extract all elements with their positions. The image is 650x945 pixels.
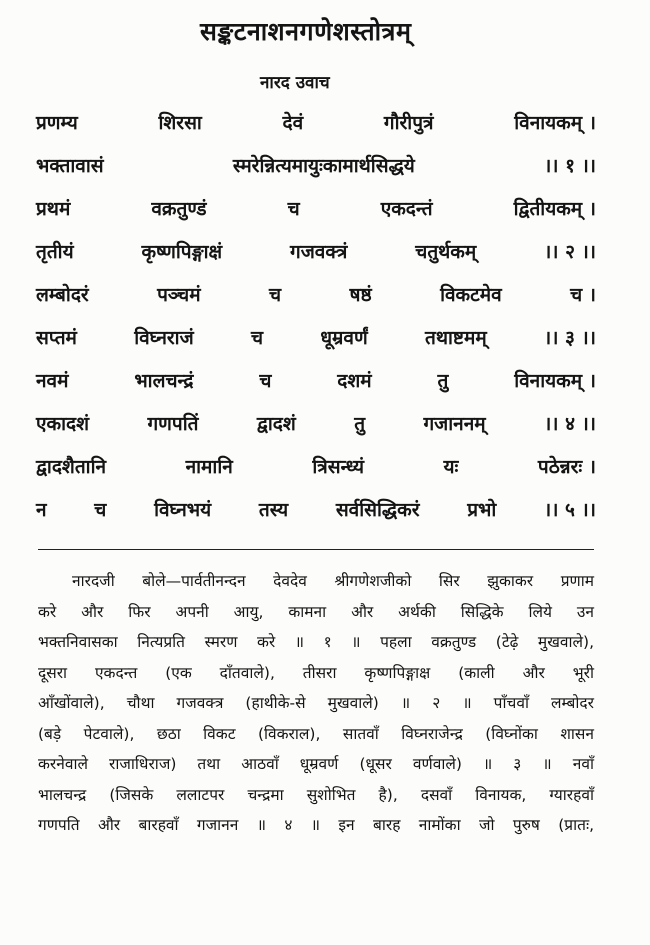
speaker-heading: नारद उवाच <box>260 73 330 93</box>
section-divider <box>38 549 594 550</box>
verse-line <box>36 401 596 444</box>
verse-word: सर्वसिद्धिकरं <box>335 498 420 521</box>
verse-line <box>36 100 596 143</box>
verse-line <box>36 229 596 272</box>
translation-line: नारदजी बोले—पार्वतीनन्दन देवदेव श्रीगणेशजीको सिर झुकाकर प्रणाम <box>72 572 594 590</box>
verse-word: भालचन्द्रं <box>134 369 194 392</box>
verse-word: गौरीपुत्रं <box>383 111 434 134</box>
verse-line <box>36 444 596 487</box>
verse-word: विघ्नभयं <box>154 498 212 521</box>
verse-word: विनायकम् । <box>514 111 596 134</box>
verse-word: पञ्चमं <box>157 283 201 306</box>
verse-word: ।। ४ ।। <box>544 412 596 435</box>
verse-word: ।। २ ।। <box>544 240 596 263</box>
verse-word: सप्तमं <box>36 326 77 349</box>
verse-word: कृष्णपिङ्गाक्षं <box>141 240 223 263</box>
translation-line: दूसरा एकदन्त (एक दाँतवाले), तीसरा कृष्णपिङ्गाक्ष (काली और भूरी <box>38 663 594 682</box>
verse-word: ।। १ ।। <box>544 154 596 177</box>
verse-word: स्मरेन्नित्यमायुःकामार्थसिद्धये <box>232 154 415 177</box>
translation-line: भक्तनिवासका नित्यप्रति स्मरण करे ॥ १ ॥ पहला वक्रतुण्ड (टेढ़े मुखवाले), <box>38 633 594 651</box>
verse-word: प्रभो <box>467 498 497 521</box>
verse-word: चतुर्थकम् <box>415 240 477 263</box>
verse-word: एकादशं <box>36 412 90 435</box>
verse-word: न <box>36 498 47 521</box>
verse-word: षष्ठं <box>349 283 372 306</box>
verse-word: लम्बोदरं <box>36 283 89 306</box>
verse-word: वक्रतुण्डं <box>151 197 207 220</box>
verse-word: तस्य <box>258 498 289 521</box>
verse-word: प्रणम्य <box>36 111 78 134</box>
verse-word: च <box>94 498 107 521</box>
verse-word: च <box>250 326 264 349</box>
verse-word: च । <box>570 283 596 306</box>
verse-line <box>36 272 596 315</box>
translation-line: करे और फिर अपनी आयु, कामना और अर्थकी सिद्धिके लिये उन <box>38 602 594 621</box>
verse-word: द्वितीयकम् । <box>513 197 596 220</box>
verse-line <box>36 487 596 530</box>
verse-word: दशमं <box>337 369 372 392</box>
verse-word: तु <box>437 369 449 392</box>
verse-word: गजाननम् <box>423 412 486 435</box>
verse-word: तु <box>354 412 366 435</box>
verse-line <box>36 358 596 401</box>
verse-word: नवमं <box>36 369 69 392</box>
verse-word: ।। ५ ।। <box>544 498 596 521</box>
verse-word: च <box>259 369 272 392</box>
verse-word: च <box>287 197 300 220</box>
translation-line: भालचन्द्र (जिसके ललाटपर चन्द्रमा सुशोभित है), दसवाँ विनायक, ग्यारहवाँ <box>38 785 594 804</box>
verse-word: यः <box>443 455 459 478</box>
verse-word: एकदन्तं <box>380 197 433 220</box>
translation-line: गणपति और बारहवाँ गजानन ॥ ४ ॥ इन बारह नामोंका जो पुरुष (प्रातः, <box>38 816 594 834</box>
verse-word: प्रथमं <box>36 197 71 220</box>
translation-line: आँखोंवाले), चौथा गजवक्त्र (हाथीके-से मुखवाले) ॥ २ ॥ पाँचवाँ लम्बोदर <box>38 694 594 712</box>
verse-word: धूम्रवर्णं <box>320 326 368 349</box>
verse-line <box>36 186 596 229</box>
verse-word: विनायकम् । <box>514 369 596 392</box>
hindi-translation <box>38 566 594 841</box>
verse-word: तृतीयं <box>36 240 74 263</box>
verse-word: तथाष्टमम् <box>425 326 487 349</box>
verse-word: देवं <box>282 111 304 134</box>
verse-line <box>36 143 596 186</box>
verse-word: भक्तावासं <box>36 154 104 177</box>
sanskrit-verses <box>36 100 596 530</box>
page-title: सङ्कटनाशनगणेशस्तोत्रम् <box>200 17 412 46</box>
verse-word: च <box>268 283 282 306</box>
translation-line: (बड़े पेटवाले), छठा विकट (विकराल), सातवाँ विघ्नराजेन्द्र (विघ्नोंका शासन <box>38 724 594 743</box>
verse-word: विकटमेव <box>440 283 502 306</box>
verse-line <box>36 315 596 358</box>
verse-word: शिरसा <box>158 111 202 134</box>
verse-word: गजवक्त्रं <box>290 240 348 263</box>
verse-word: ।। ३ ।। <box>544 326 596 349</box>
verse-word: गणपतिं <box>147 412 199 435</box>
verse-word: त्रिसन्ध्यं <box>312 455 365 478</box>
verse-word: विघ्नराजं <box>134 326 194 349</box>
translation-line: करनेवाले राजाधिराज) तथा आठवाँ धूम्रवर्ण (धूसर वर्णवाले) ॥ ३ ॥ नवाँ <box>38 755 594 773</box>
verse-word: नामानि <box>185 455 233 478</box>
verse-word: द्वादशं <box>256 412 296 435</box>
verse-word: द्वादशैतानि <box>36 455 107 478</box>
verse-word: पठेन्नरः । <box>537 455 596 478</box>
